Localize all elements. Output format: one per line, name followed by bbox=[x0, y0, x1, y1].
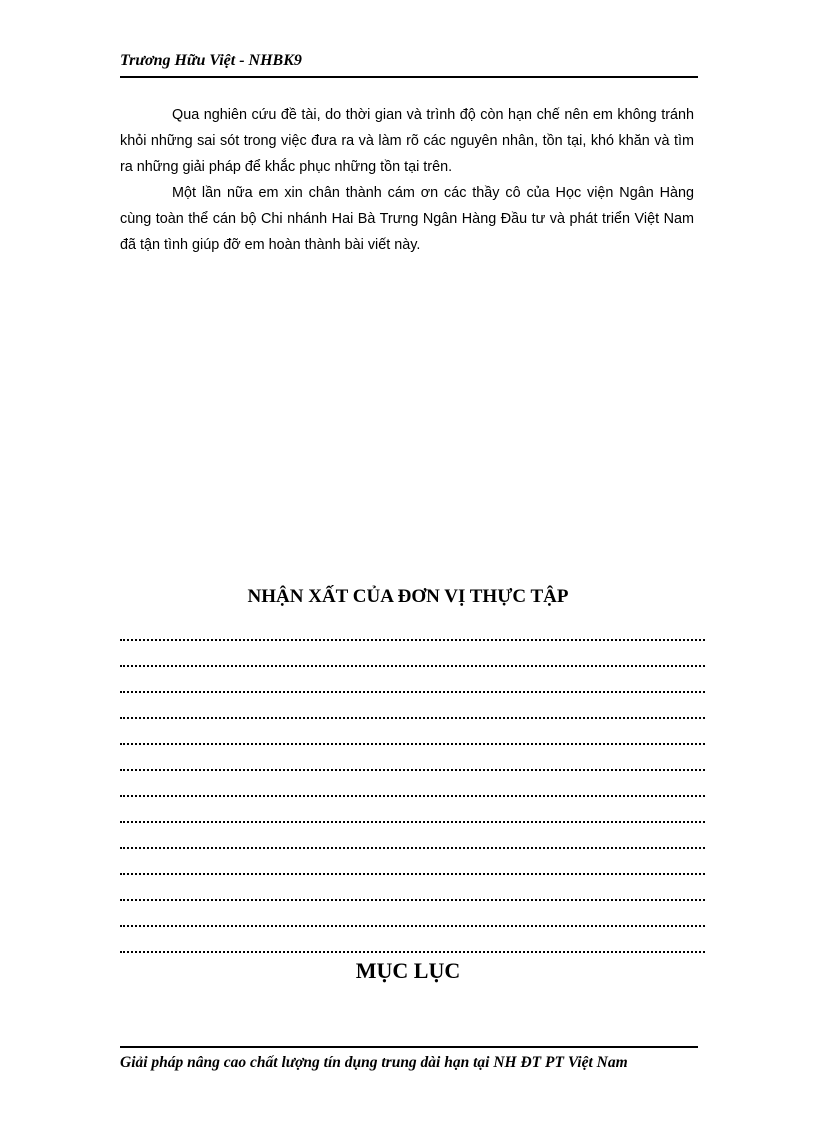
dotted-line bbox=[120, 880, 705, 906]
body-paragraph: Qua nghiên cứu đề tài, do thời gian và trình độ còn hạn chế nên em không tránh khỏi những sai sót trong việc đưa ra và làm rõ các nguyên nhân, tồn tại, khó khăn và tìm ra những giải pháp để khắc phục những tồn tại trên. bbox=[120, 107, 694, 175]
dotted-line bbox=[120, 620, 705, 646]
dotted-line bbox=[120, 672, 705, 698]
dotted-line bbox=[120, 776, 705, 802]
page-header bbox=[120, 50, 698, 78]
dotted-line bbox=[120, 750, 705, 776]
dotted-line bbox=[120, 802, 705, 828]
dotted-line bbox=[120, 646, 705, 672]
dotted-line bbox=[120, 906, 705, 932]
comment-lines bbox=[120, 620, 705, 958]
footer-title: Giải pháp nâng cao chất lượng tín dụng trung dài hạn tại NH ĐT PT Việt Nam bbox=[120, 1054, 628, 1071]
page-footer bbox=[120, 1046, 698, 1071]
header-author: Trương Hữu Việt - NHBK9 bbox=[120, 52, 302, 69]
dotted-line bbox=[120, 854, 705, 880]
body-paragraph: Một lần nữa em xin chân thành cám ơn các thầy cô của Học viện Ngân Hàng cùng toàn thể cán bộ Chi nhánh Hai Bà Trưng Ngân Hàng Đầu tư và phát triển Việt Nam đã tận tình giúp đỡ em hoàn thành bài viết này. bbox=[120, 185, 694, 253]
dotted-line bbox=[120, 932, 705, 958]
review-section-title: NHẬN XẤT CỦA ĐƠN VỊ THỰC TẬP bbox=[247, 586, 569, 607]
dotted-line bbox=[120, 828, 705, 854]
dotted-line bbox=[120, 698, 705, 724]
toc-title: MỤC LỤC bbox=[355, 958, 461, 983]
body-text bbox=[120, 102, 694, 258]
dotted-line bbox=[120, 724, 705, 750]
